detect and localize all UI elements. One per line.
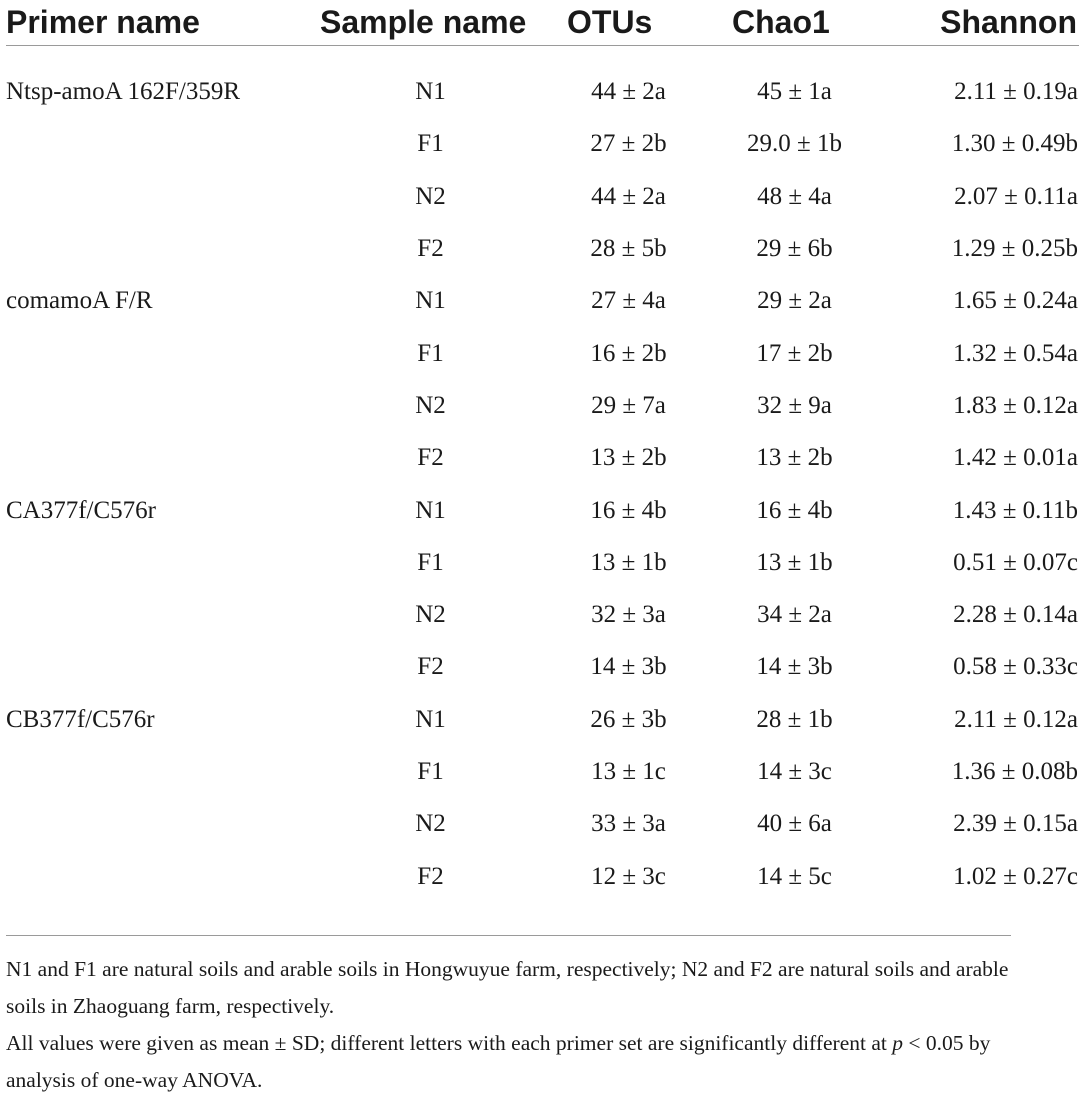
- cell-shannon: 1.30 ± 0.49b: [951, 130, 1078, 158]
- cell-chao1: 32 ± 9a: [757, 391, 832, 419]
- cell-primer: [6, 537, 296, 589]
- header-rule: [6, 46, 1079, 67]
- cell-otus: 14 ± 3b: [590, 653, 667, 681]
- table-body: [6, 66, 1079, 903]
- cell-primer: [6, 746, 296, 798]
- cell-chao1: 34 ± 2a: [757, 601, 832, 629]
- cell-otus: 44 ± 2a: [591, 78, 666, 106]
- cell-sample: N2: [415, 182, 446, 210]
- cell-sample: N1: [415, 705, 446, 733]
- table-row: [6, 589, 1079, 641]
- cell-shannon: 1.65 ± 0.24a: [953, 287, 1078, 315]
- cell-primer: [6, 118, 296, 170]
- cell-primer: [6, 380, 296, 432]
- cell-sample: N1: [415, 287, 446, 315]
- table-row: [6, 484, 1079, 536]
- cell-sample: F2: [417, 653, 444, 681]
- cell-chao1: 28 ± 1b: [756, 705, 833, 733]
- cell-shannon: 0.51 ± 0.07c: [953, 548, 1078, 576]
- cell-shannon: 1.32 ± 0.54a: [953, 339, 1078, 367]
- cell-sample: N1: [415, 78, 446, 106]
- table-row: [6, 118, 1079, 170]
- cell-primer: [6, 641, 296, 693]
- cell-primer: comamoA F/R: [6, 287, 153, 315]
- cell-chao1: 45 ± 1a: [757, 78, 832, 106]
- cell-shannon: 1.29 ± 0.25b: [951, 235, 1078, 263]
- cell-chao1: 14 ± 5c: [757, 862, 832, 890]
- cell-chao1: 13 ± 1b: [756, 548, 833, 576]
- cell-sample: F1: [417, 130, 444, 158]
- cell-primer: [6, 850, 296, 902]
- table-row: [6, 537, 1079, 589]
- header-sample-name: Sample name: [320, 4, 527, 40]
- cell-sample: F2: [417, 235, 444, 263]
- cell-shannon: 2.07 ± 0.11a: [954, 182, 1078, 210]
- cell-sample: F2: [417, 862, 444, 890]
- cell-primer: [6, 432, 296, 484]
- table-row: [6, 66, 1079, 118]
- cell-chao1: 14 ± 3c: [757, 758, 832, 785]
- table-row: [6, 432, 1079, 484]
- cell-shannon: 1.43 ± 0.11b: [952, 496, 1078, 524]
- table-row: [6, 223, 1079, 275]
- cell-otus: 13 ± 1c: [591, 758, 666, 785]
- table-row: [6, 327, 1079, 379]
- cell-otus: 26 ± 3b: [590, 705, 667, 733]
- table-bottom-rule: [6, 935, 1011, 936]
- p-value-symbol: p: [892, 1031, 903, 1055]
- cell-otus: 33 ± 3a: [591, 810, 666, 838]
- cell-chao1: 14 ± 3b: [756, 653, 833, 681]
- cell-chao1: 40 ± 6a: [757, 810, 832, 838]
- cell-shannon: 1.42 ± 0.01a: [953, 444, 1078, 472]
- cell-otus: 27 ± 4a: [591, 287, 666, 315]
- cell-shannon: 2.11 ± 0.19a: [954, 78, 1078, 106]
- cell-otus: 27 ± 2b: [590, 130, 667, 158]
- header-chao1: Chao1: [732, 4, 830, 40]
- cell-chao1: 29.0 ± 1b: [747, 130, 842, 158]
- footnote-sample-definitions: N1 and F1 are natural soils and arable soils in Hongwuyue farm, respectively; N2 and F2 are natural soils and arable soils in Zhaoguang farm, respectively.: [6, 957, 1009, 1018]
- diversity-table: [6, 0, 1079, 903]
- table-row: [6, 850, 1079, 902]
- cell-primer: [6, 327, 296, 379]
- cell-otus: 16 ± 4b: [590, 496, 667, 524]
- table-row: [6, 275, 1079, 327]
- cell-shannon: 2.11 ± 0.12a: [954, 705, 1078, 733]
- cell-primer: CB377f/C576r: [6, 705, 155, 733]
- cell-otus: 28 ± 5b: [590, 235, 667, 263]
- cell-sample: F1: [417, 339, 444, 367]
- cell-otus: 12 ± 3c: [591, 862, 666, 890]
- table-row: [6, 746, 1079, 798]
- cell-sample: N1: [415, 496, 446, 524]
- cell-shannon: 0.58 ± 0.33c: [953, 653, 1078, 681]
- cell-primer: CA377f/C576r: [6, 496, 156, 524]
- table-row: [6, 641, 1079, 693]
- table-row: [6, 171, 1079, 223]
- cell-primer: [6, 798, 296, 850]
- cell-chao1: 16 ± 4b: [756, 496, 833, 524]
- cell-shannon: 2.39 ± 0.15a: [953, 810, 1078, 838]
- cell-otus: 29 ± 7a: [591, 391, 666, 419]
- cell-otus: 13 ± 2b: [590, 444, 667, 472]
- table-row: [6, 798, 1079, 850]
- cell-primer: [6, 171, 296, 223]
- cell-shannon: 2.28 ± 0.14a: [953, 601, 1078, 629]
- cell-primer: [6, 223, 296, 275]
- header-primer-name: Primer name: [6, 4, 200, 40]
- cell-otus: 44 ± 2a: [591, 182, 666, 210]
- cell-sample: N2: [415, 391, 446, 419]
- cell-chao1: 29 ± 6b: [756, 235, 833, 263]
- table-row: [6, 694, 1079, 746]
- cell-shannon: 1.83 ± 0.12a: [953, 391, 1078, 419]
- cell-sample: N2: [415, 601, 446, 629]
- cell-shannon: 1.02 ± 0.27c: [953, 862, 1078, 890]
- cell-primer: [6, 589, 296, 641]
- table-row: [6, 380, 1079, 432]
- cell-chao1: 13 ± 2b: [756, 444, 833, 472]
- table-footnotes: [6, 951, 1011, 1099]
- cell-shannon: 1.36 ± 0.08b: [951, 758, 1078, 785]
- header-shannon: Shannon: [940, 4, 1077, 40]
- cell-primer: Ntsp-amoA 162F/359R: [6, 78, 241, 106]
- cell-otus: 13 ± 1b: [590, 548, 667, 576]
- cell-chao1: 48 ± 4a: [757, 182, 832, 210]
- footnote-statistics-tail: < 0.05 by analysis of one-way ANOVA.: [6, 1031, 991, 1092]
- cell-chao1: 17 ± 2b: [756, 339, 833, 367]
- table-header-row: [6, 0, 1079, 46]
- header-otus: OTUs: [567, 4, 653, 40]
- cell-sample: F1: [417, 758, 444, 785]
- cell-sample: F2: [417, 444, 444, 472]
- footnote-statistics-text: All values were given as mean ± SD; different letters with each primer set are significantly different at: [6, 1031, 893, 1055]
- cell-sample: F1: [417, 548, 444, 576]
- cell-otus: 16 ± 2b: [590, 339, 667, 367]
- cell-otus: 32 ± 3a: [591, 601, 666, 629]
- cell-chao1: 29 ± 2a: [757, 287, 832, 315]
- footnote-statistics: [6, 1025, 1011, 1099]
- cell-sample: N2: [415, 810, 446, 838]
